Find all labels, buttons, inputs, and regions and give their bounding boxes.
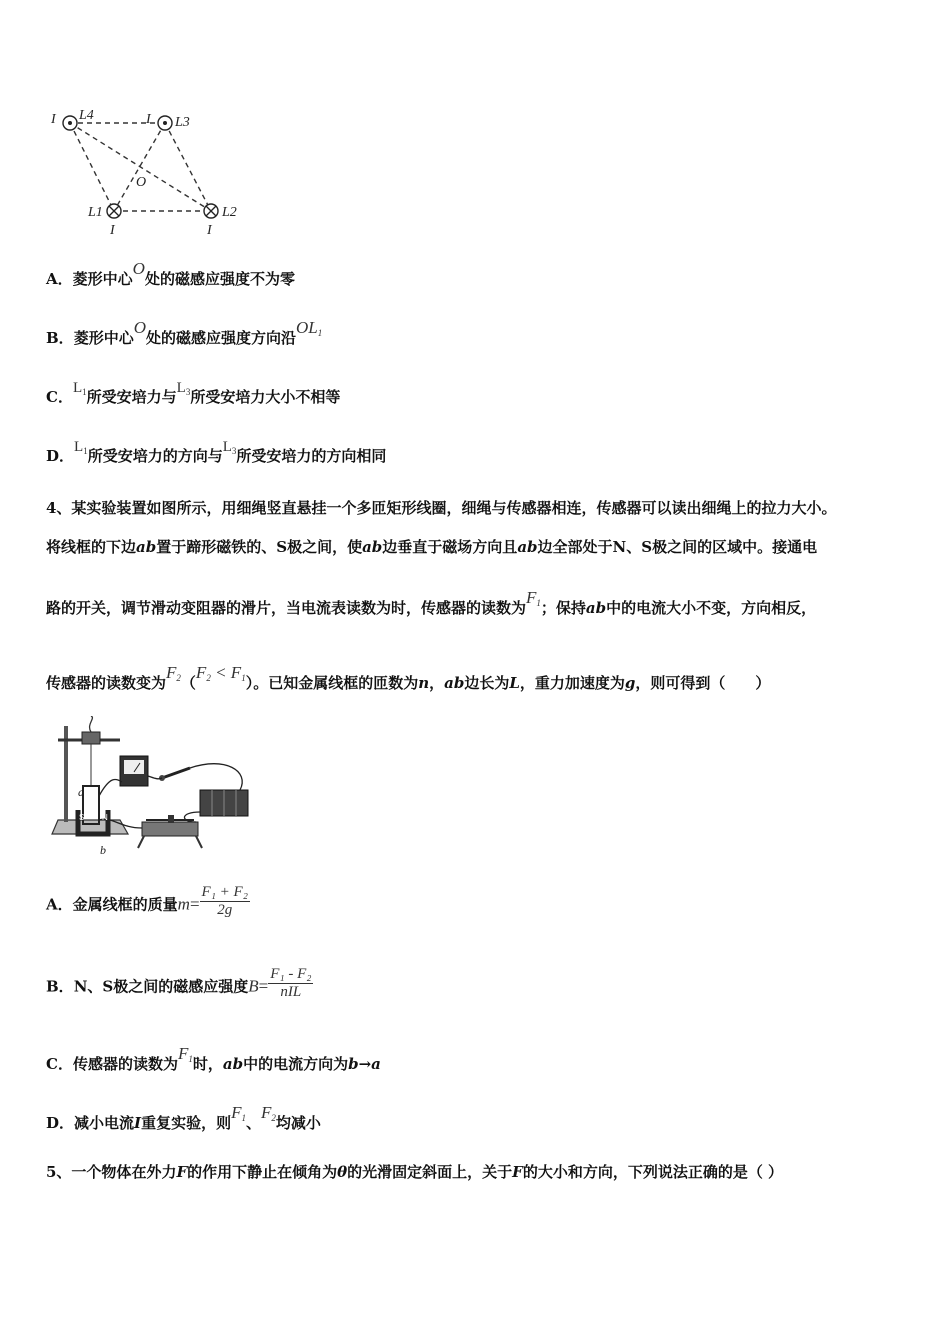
wire-l4-out	[63, 116, 77, 130]
q3-option-a[interactable]: A．菱形中心O处的磁感应强度不为零	[46, 259, 295, 288]
figure-label-b: b	[100, 843, 106, 857]
q4-option-d[interactable]: D．减小电流I重复实验，则$F_1$、$F_2$均减小	[46, 1103, 321, 1132]
label-l1: L1	[88, 205, 103, 220]
rheostat-slider	[168, 815, 174, 823]
rheostat	[142, 822, 198, 836]
diagonal-l4-l2	[70, 123, 211, 211]
label-l3-current: I	[146, 112, 151, 127]
label-l4-current: I	[51, 112, 56, 127]
q4-stem-line-3: 路的开关，调节滑动变阻器的滑片，当电流表读数为时，传感器的读数为$F_1$；保持ab中的电流大小不变，方向相反，	[46, 588, 817, 617]
label-l3: L3	[175, 115, 190, 130]
wire-l1-in	[107, 204, 121, 218]
mass-fraction: $\frac{\text{F₁ + F₂}}{2g}$	[201, 884, 248, 918]
hook-icon	[90, 716, 93, 732]
label-l2-current: I	[207, 223, 212, 238]
force-sensor	[82, 732, 100, 744]
edge-l4-l1	[70, 123, 114, 211]
label-l1-current: I	[110, 223, 115, 238]
figure-label-s: S	[79, 813, 85, 822]
q5-stem: 5、一个物体在外力F的作用下静止在倾角为θ的光滑固定斜面上，关于F的大小和方向，下列说法正确的是（ ）	[46, 1163, 784, 1181]
label-l2: L2	[222, 205, 237, 220]
wire-switch-battery	[190, 764, 242, 790]
switch	[162, 768, 190, 778]
q4-option-b[interactable]: B．N、S极之间的磁感应强度B= $\frac{\text{F₁ - F₂}}{\text{nIL}}$	[46, 966, 312, 1000]
q3-option-d[interactable]: D．$L_1$所受安培力的方向与$L_3$所受安培力的方向相同	[46, 439, 387, 465]
q4-stem-line-2: 将线框的下边ab置于蹄形磁铁的、S极之间，使ab边垂直于磁场方向且ab边全部处于N、S极之间的区域中。接通电	[46, 538, 818, 556]
field-fraction: $\frac{\text{F₁ - F₂}}{\text{nIL}}$	[270, 966, 312, 1000]
q3-option-c[interactable]: C．$L_1$所受安培力与$L_3$所受安培力大小不相等	[46, 380, 341, 406]
wire-l3-out	[158, 116, 172, 130]
wire-l2-in	[204, 204, 218, 218]
q4-stem-line-1: 4、某实验装置如图所示，用细绳竖直悬挂一个多匝矩形线圈，细绳与传感器相连，传感器可以读出细绳上的拉力大小。	[46, 499, 837, 517]
coil-frame	[83, 786, 99, 824]
wire-coil-ammeter	[99, 779, 122, 796]
rhombus-wire-diagram	[48, 104, 248, 239]
q4-option-c[interactable]: C．传感器的读数为$F_1$时，ab中的电流方向为b→a	[46, 1044, 381, 1073]
q4-option-a[interactable]: A．金属线框的质量m= $\frac{\text{F₁ + F₂}}{2g}$	[46, 884, 248, 918]
figure-label-n: N	[102, 813, 108, 822]
rheostat-leg-right	[196, 836, 202, 848]
rheostat-leg-left	[138, 836, 144, 848]
q4-stem-line-4: 传感器的读数变为$F_2(F_2 < F_1)$。已知金属线框的匝数为n，ab边长为L，重力加速度为g，则可得到（ ）	[46, 663, 771, 692]
edge-l3-l2	[165, 123, 211, 211]
figure-label-a: a	[78, 785, 84, 799]
q3-option-b[interactable]: B．菱形中心O处的磁感应强度方向沿$OL_1$	[46, 318, 323, 347]
label-l4: L4	[79, 108, 94, 123]
label-center-o: O	[136, 175, 147, 190]
experiment-apparatus-figure	[50, 716, 255, 858]
